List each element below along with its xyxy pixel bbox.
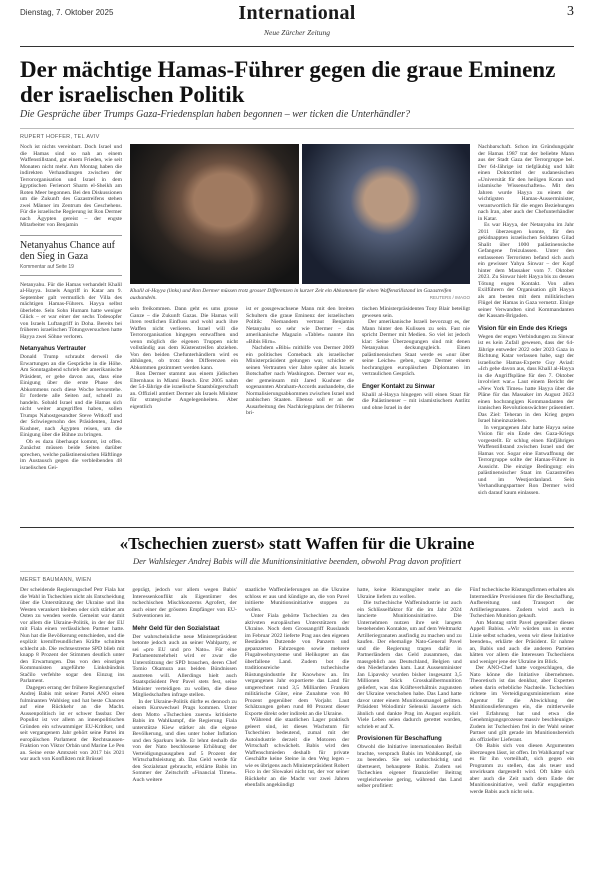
paragraph: Es war Hayya, der Netanyahu im Jahr 2011 überzeugen konnte, für den gekidnappten israelischen Soldaten Gilad Shalit über 1000 palästinensische Gefangene freizulassen. Unter den entlassenen Terroristen befand sich auch ein gewisser Yahya Sinwar – der Kopf hinter dem Massaker vom 7. Oktober 2023. Zu Sinwar hielt Hayya bis zu dessen Tötung engen Kontakt. Von allen Exilführern der Organisation gilt Hayya als am besten mit dem militärischen Flügel der Hamas in Gaza vernetzt. Einige seiner Verwandten sind Kommandanten der Kassam-Brigaden.	[478, 222, 574, 319]
article2-body	[20, 587, 574, 795]
paragraph: In der Ukraine-Politik dürfte es dennoch zu einem Kurswechsel Prags kommen. Unter dem Motto «Tschechien zuerst» kritisierte Babis im Wahlkampf, die Regierung Fiala unterstütze Kiew stärker als die eigene Bevölkerung, und dies unter hoher Inflation und den Sparkurs leide. Er lehnt deshalb die von der Nato beschlossene Erhöhung der Verteidigungsausgaben auf 5 Prozent der Wirtschaftsleistung ab. Das Geld werde für den Sozialstaat gebraucht, erklärte Babis im Sommer der Zeitschrift «Financial Times». Auch weitere	[132, 698, 237, 783]
article2-subheadline: Der Wahlsieger Andrej Babis will die Munitionsinitiative beenden, obwohl Prag davon profitiert	[132, 556, 461, 566]
paragraph: tischen Ministerpräsidenten Tony Blair beteiligt gewesen sein.	[362, 306, 470, 319]
article1-column-4	[362, 306, 470, 417]
article1-column-2	[130, 306, 238, 417]
paragraph: Dagegen errang der frühere Regierungschef Andrej Babis mit seiner Partei ANO einen fulminanten Wahlsieg und hat beste Chancen auf eine Rückkehr an die Macht. Aussenpolitisch ist er schwer fassbar. Der Populist ist vor allem an innenpolitischen Gründen ein schwammiger EU-Kritiker, und seit vergangenem Jahr gehört seine Partei im europäischen Parlament der Rechtsaussen-Fraktion von Viktor Orbán und Marine Le Pen an. Seine erste Amtszeit von 2017 bis 2021 war auch von Konflikten mit Brüssel	[20, 684, 125, 762]
paragraph: seln freikommen. Dann geht es ums grosse Ganze – die Zukunft Gazas. Die Hamas will ihren restlichen Einfluss und wohl auch ihre Waffen nicht verlieren. Israel will die Terrororganisation hingegen entwaffnen und wenn möglich die eigenen Truppen nicht vollständig aus dem Küstenstreifen abziehen. Von den beiden Chefunterhändlern wird es abhängen, ob trotz den Differenzen ein Abkommen gezimmert werden kann.	[130, 306, 238, 371]
paragraph: Nachdem «Bibi» mithilfe von Dermer 2009 ein politisches Comeback als israelischer Ministerpräsident gelungen war, schickte er seinen Vertrauten vier Jahre später als Israels Botschafter nach Washington. Dermer war es, der gemeinsam mit Jared Kushner die sogenannten Abraham-Accords aushandelte, die Normalisierungsabkommen zwischen Israel und arabischen Staaten. Ebenso soll er an der Ausarbeitung des Nachkriegsplans der früheren bri-	[246, 345, 354, 416]
pull-quote	[20, 235, 122, 276]
article1-column-5	[478, 144, 574, 496]
paragraph: In vergangenen Jahr hatte Hayya seine Vision für ein Ende des Gaza-Kriegs vorgestellt. Er schlug einen fünfjährigen Waffenstillstand zwischen Israel und der Hamas vor. Sogar eine Entwaffnung der Terrorgruppe sollte der Hamas-Führer in Aussicht. Die einzige Bedingung: ein palästinensischer Staat im Gazastreifen und im Westjordanland. Sein Verhandlungspartner Ron Dermer wird sich darauf kaum einlassen.	[478, 424, 574, 496]
paragraph: Der amerikanische Israeli bevorzugt es, der Mann hinter den Kulissen zu sein. Fast nie spricht Dermer mit Medien. So viel ist jedoch klar: Seine Überzeugungen sind mit denen Netanyahus deckungsgleich. Einen palästinensischen Staat werde es «nur über seine Leiche» geben, sagte Dermer einem hochrangigen europäischen Diplomaten im vertraulichen Gespräch.	[362, 319, 470, 377]
section-heading: Provisionen für Beschaffung	[357, 735, 442, 742]
article1-subheadline: Die Gespräche über Trumps Gaza-Friedensplan haben begonnen – wer ticken die Unterhändler?	[20, 109, 411, 120]
paragraph: Noch ist nichts vereinbart. Doch Israel und die Hamas sind so nah an einem Waffenstillstand, gar einem Frieden, wie seit Monaten nicht mehr. Am Montag haben die indirekten Verhandlungen zwischen der Terrororganisation und Israel in dem ägyptischen Ferienort Sharm el-Sheikh am Roten Meer begonnen. Bei den Diskussionen um die Zukunft des Gazastreifens stehen zwei Männer im Zentrum des Geschehens. Für die israelische Regierung ist Ron Dermer nach Ägypten gereist – der engste Mitarbeiter von Benjamin	[20, 144, 122, 228]
paragraph: Netanyahu. Für die Hamas verhandelt Khalil al-Hayya. Israels Angriff in Katar am 9. September galt vermutlich der Villa des mächtigen Hamas-Führers. Hayya selbst überlebte. Sein Sohn Humam hatte weniger Glück – er war einer der sechs Todesopfer von Israels Luftangriff in Doha. Bereits bei früheren israelischen Tötungsversuchen hatte Hayya zwei Söhne verloren.	[20, 281, 122, 340]
paragraph: Ob Babis sich von diesen Argumenten überzeugen lässt, ist offen. Im Wahlkampf war es für ihn vorteilhaft, sich gegen ein Programm zu stellen, das als teuer und unwirksam dargestellt wird. Oft hätte sich aber auch die Zeit nach dem Ende der Munitionsinitiative, weil dafür engagierten werde Babis auch nicht sein.	[469, 743, 575, 795]
paragraph: Unter Fiala gehörte Tschechien zu den aktivsten europäischen Unterstützern der Ukraine. Noch dem Grossangriff Russlands im Februar 2022 lieferte Prag aus den eigenen Beständen Dutzende von Panzern und gepanzerten Fahrzeugen sowie mehrere Flugabwehrsysteme und Helikopter an das überfallene Land. Zudem bot die traditionsreiche tschechische Rüstungsindustrie ihr Knowhow an. Im vergangenen Jahr exportierte das Land für umgerechnet rund 3,5 Milliarden Franken militärische Güter, eine Zunahme von 80 Prozent gegenüber dem Vorjahr. Laut Schätzungen gehen rund 80 Prozent dieser Exporte direkt oder indirekt an die Ukraine.	[244, 613, 350, 717]
section-heading: Vision für ein Ende des Kriegs	[478, 324, 568, 332]
paragraph: Der wahrscheinliche neue Ministerpräsident betonte jedoch auch an seiner Wahlparty, er sei «pro EU und pro Nato». Für eine Parlamentsmehrheit wird er zwar die Unterstützung der SPD brauchen, deren Chef Tomio Okamura aus beiden Bündnissen austreten will. Allerdings hielt auch Staatspräsident Petr Pavel stets fest, seine Minister verteidigen zu wollen, die diese Mitgliedschaften infrage stellen.	[132, 633, 237, 698]
masthead	[20, 0, 574, 47]
article2-column-4	[357, 587, 461, 795]
article1-column-1	[20, 144, 122, 471]
issue-date: Dienstag, 7. Oktober 2025	[20, 8, 114, 17]
paragraph: Nachbarschaft. Schon im Gründungsjahr der Hamas 1987 trat der beliebte Mann aus der Stadt Gaza der Terrorgruppe bei. Der 64-Jährige ist tiefgläubig und hält einen Doktortitel der sudanesischen «Universität für den heiligen Koran und islamische Wissenschaften». Mit den Jahren wurde Hayya zu einem der wichtigsten Hamas-Ausserminister, verantwortlich für die engen Beziehungen nach Iran, aber auch der Chefunterhändler in Katar.	[478, 144, 574, 222]
article1-body	[20, 144, 574, 527]
paragraph: Der scheidende Regierungschef Petr Fiala hat die Wahl in Tschechien nicht als Entscheidung über die Unterstützung der Ukraine und ihn Westen verankert bleiben oder sich stärker am Osten zu wenden werde. Gemeint war damit vor allem die Ukraine-Politik, in der der EU mit Fiala einen verlässlichen Partner hatte. Nun hat die Bevölkerung entschieden, und die explizit kremlfreundlichen Kräfte schnitten schlecht ab. Die rechtsextreme SPD blieb mit knapp 8 Prozent der Stimmen deutlich unter den Erwartungen. Das von den einstigen Kommunisten angeführte Linksbündnis Stačilo verfehlte sogar den Einzug ins Parlament.	[20, 587, 125, 684]
paragraph: hatte, keine Rüstungsgüter mehr an die Ukraine liefern zu wollen.	[357, 587, 462, 600]
pull-quote-text: Netanyahus Chance auf den Sieg in Gaza	[20, 239, 115, 262]
paragraph: Ob es dazu überhaupt kommt, ist offen. Zunächst müssen beide Seiten darüber sprechen, welche palästinensischen Häftlinge im Austausch gegen die verbleibenden 48 israelischen Gei-	[20, 438, 122, 471]
article2-byline: MERET BAUMANN, WIEN	[20, 577, 92, 583]
paragraph: Donald Trump schraubt derweil die Erwartungen an die Gespräche in die Höhe. Am Sonntagabend schrieb der amerikanische Präsident, er gehe davon aus, dass eine Einigung über die erste Phase des Abkommens noch diese Woche bevorstehe. Er forderte alle Seiten auf, schnell zu handeln. Sobald Israel und die Hamas sich nicht weiter angegriffen haben, sollen Trumps Nahostgesandter Steve Witkoff und der Schwiegersohn des Präsidenten, Jared Kushner, nach Ägypten reisen, um die Einigung über die Bühne zu bringen.	[20, 354, 122, 438]
photo-credit: REUTERS / IMAGO	[429, 294, 470, 300]
article2-column-3	[245, 587, 349, 795]
photo-khalil-al-hayya	[130, 144, 299, 284]
page-number: 3	[567, 4, 574, 19]
paragraph: geprägt, jedoch vor allem wegen Babis' Interessenkonflikt als Eigentümer des tschechischen Mischkonzerns Agrofert, der auch einer der grössten Empfänger von EU-Subventionen ist.	[132, 587, 237, 619]
article2-headline: «Tschechien zuerst» statt Waffen für die Ukraine	[119, 534, 475, 553]
section-heading: Netanyahus Vertrauter	[20, 345, 87, 352]
photo-ron-dermer	[302, 144, 471, 284]
article2-header	[20, 534, 574, 566]
paragraph: Fünf tschechische Rüstungsfirmen erhalten als Intermediäre Provisionen für die Beschaffung, Aufbereitung und Transport der Artilleriegranaten. Zudem wird auch in Tschechien Munition gekauft.	[469, 587, 575, 619]
paragraph: Ron Dermer stammt aus einem jüdischen Elternhaus in Miami Beach. Erst 2005 nahm der 54-Jährige die israelische Staatsbürgerschaft an. Offiziell amtiert Dermer als Israels Minister für strategische Angelegenheiten. Aber eigentlich	[130, 371, 239, 410]
article1-headline: Der mächtige Hamas-Führer gegen die graue Eminenz der israelischen Politik	[20, 57, 556, 107]
paragraph: Der ANO-Chef hatte vorgeschlagen, die Nato könne die Initiative übernehmen. Theoretisch ist das denkbar, aber Experten sehen darin erhebliche Nachteile. Tschechien richtete im Verteidigungsministerium eine Agentur für die Abwicklung der Munitionslieferungen ein, die mittlerweile viel Erfahrung hat und etwa die Genehmigungsprozesse massiv beschleunigte. Zudem ist Tschechien frei in der Wahl seiner Partner und gilt gerade im Munitionsbereich als offizieller Lieferant.	[469, 665, 575, 743]
paragraph: Obwohl die Initiative internationalen Beifall brachte, versprach Babis im Wahlkampf, sie zu beenden. Sie sei undurchsichtig und überteuert, behauptete Babis. Zudem sei Tschechien eigener finanzieller Beitrag vergleichsweise gering, während das Land selber profitiert:	[357, 744, 462, 789]
article1-under-photo-columns	[130, 306, 470, 417]
photo-caption-text: Khalil al-Hayya (links) und Ron Dermer müssen trotz grosser Differenzen in kurzer Zeit ein Abkommen für einen Waffenstillstand im Gazastreifen aushandeln.	[130, 288, 452, 301]
photo-caption	[130, 288, 470, 301]
paragraph: Am Montag stritt Pavel gegenüber diesen Appell Babiss. «Wir würden uns in erster Linie selbst schaden, wenn wir diese Initiative beenden», erklärte der Präsident. Er nahme an, Babis und auch die anderen Parteien hätten vor allem die Interessen Tschechiens und weniger jene der Ukraine im Blick.	[469, 619, 575, 665]
section-heading: Mehr Geld für den Sozialstaat	[132, 624, 220, 632]
article2-column-2	[132, 587, 236, 795]
paragraph: Wegen der engen Verbindungen zu Sinwar ist es kein Zufall gewesen, dass der 64-Jährige entweder 2022 oder 2023 Gaza in Richtung Katar verlassen habe, sagt der israelische Hamas-Experte Guy Aviad: «Ich gehe davon aus, dass Khalil al-Hayya in die Angriffspläne für den 7. Oktober involviert war.» Laut einem Bericht der «New York Times» hatte Hayya über die Pläne für das Massaker im August 2023 einen hochrangigen Kommandanten der iranischen Revolutionswächter präsentiert. Das Ziel: Teheran in den Krieg gegen Israel hineinzuziehen.	[478, 333, 574, 424]
paragraph: Während die staatlichen Lager praktisch geleert sind, ist dieses Wachstum für Tschechien bedeutend, zumal mit der Autoindustrie derzeit die Motoren der Wirtschaft schwächelt. Babis wird den Waffenschmieden deshalb für private Geschäfte keine Steine in den Weg legen – wie es übrigens auch Ministerpräsident Robert Fico in der Slowakei nicht tut, der vor seiner Rückkehr an die Macht vor zwei Jahren ebenfalls angekündigt	[244, 717, 350, 788]
article1-column-3	[246, 306, 354, 417]
paragraph: Die tschechische Waffenindustrie ist auch ein Schlüsselfaktor für die im Jahr 2024 lancierte Munitionsinitiative. Die Unternehmen nutzen ihre seit langem bestehenden Kontakte, um auf dem Weltmarkt Artilleriegranaten ausfindig zu machen und zu kaufen. Der ehemalige Nato-General Pavel und die Regierung tragen dafür in Partnerländern das Geld zusammen, das massgeblich aus Deutschland, Belgien und den Niederlanden kam. Laut Aussenminister Jan Lipavsky wurden bisher insgesamt 3,5 Millionen Stück Grosskalibermunition geliefert, was das Kräfteverhältnis zugunsten der Ukraine verschoben habe. Das Land hatte davor unter einem Munitionsmangel gelitten. Präsident Wolodimir Selenski äusserte sich ähnlich und dankte Prag im August explizit. Viele Leben seien dadurch gerettet worden, schrieb er auf X.	[357, 600, 462, 730]
pull-quote-reference: Kommentar auf Seite 19	[20, 263, 74, 270]
article2-column-1	[20, 587, 124, 795]
newspaper-name: Neue Zürcher Zeitung	[264, 28, 330, 37]
paragraph: Khalil al-Hayya hingegen will einen Staat für die Palästinenser – mit islamistischem Antlitz und ohne Israel in der	[362, 391, 470, 411]
article1-byline: RUPERT HOFFER, TEL AVIV	[20, 134, 100, 140]
section-title: International	[238, 2, 356, 24]
section-heading: Enger Kontakt zu Sinwar	[362, 382, 435, 390]
paragraph: ist er gossgewachsene Mann mit den breiten Schultern die graue Eminenz der israelischen Politik: Niemandem vertraut Benjamin Netanyahu so sehr wie Dermer – das amerikanische Magazin «Tablet» nannte ihn «Bibis Hirn».	[246, 306, 354, 345]
paragraph: staatliche Waffenlieferungen an die Ukraine schloss er aus und kündigte an, die von Pavel initiierte Munitionsinitiative stoppen zu wollen.	[244, 587, 350, 613]
photo-pair	[130, 144, 470, 284]
article2-column-5	[470, 587, 574, 795]
